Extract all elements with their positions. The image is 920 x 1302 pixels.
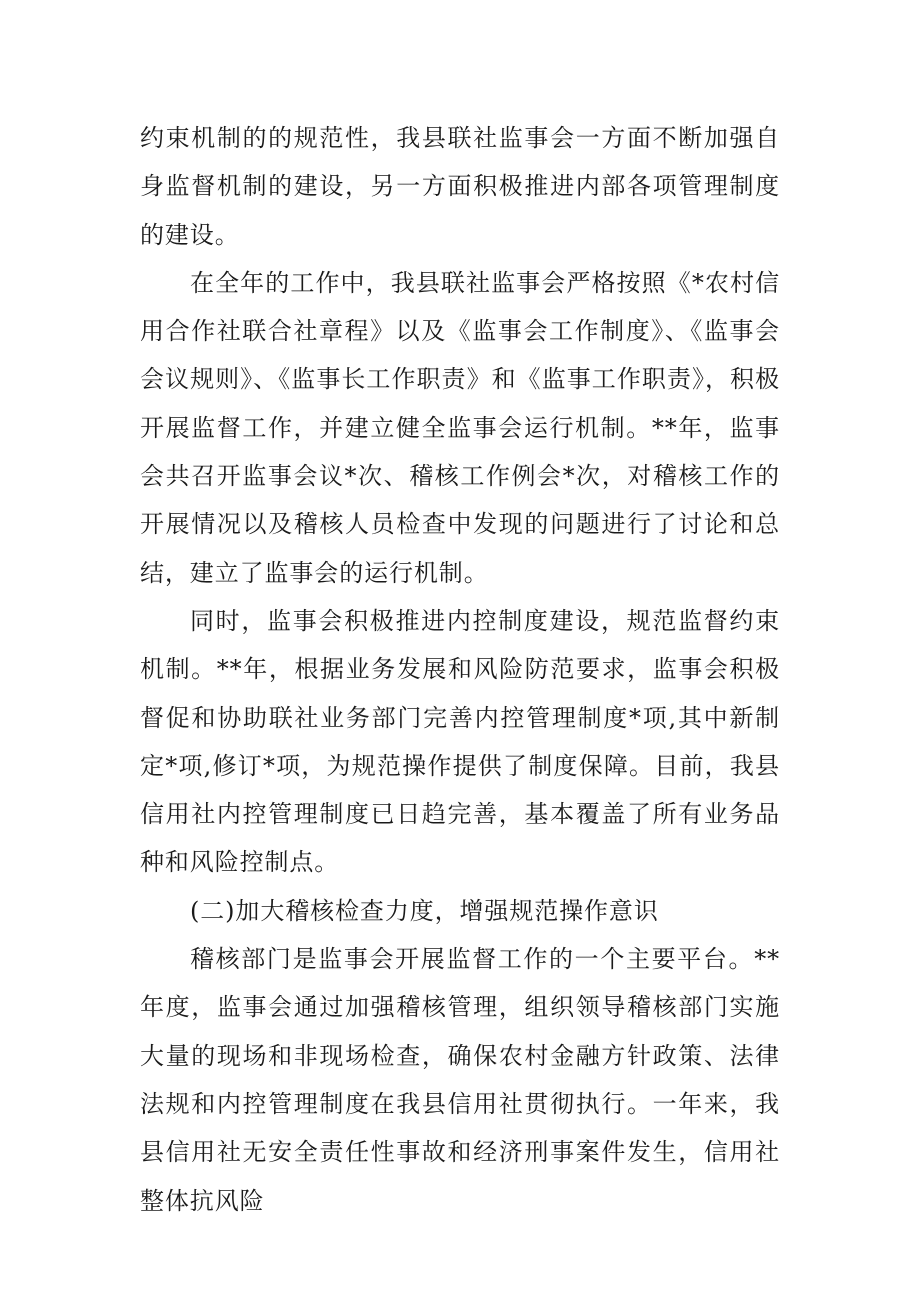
paragraph-continuation: 约束机制的的规范性，我县联社监事会一方面不断加强自身监督机制的建设，另一方面积极推进内部各项管理制度的建设。	[140, 124, 780, 249]
paragraph-work-overview: 在全年的工作中，我县联社监事会严格按照《*农村信用合作社联合社章程》以及《监事会工作制度》、《监事会会议规则》、《监事长工作职责》和《监事工作职责》，积极开展监督工作，并建立健全监事会运行机制。**年，监事会共召开监事会议*次、稽核工作例会*次，对稽核工作的开展情况以及稽核人员检查中发现的问题进行了讨论和总结，建立了监事会的运行机制。	[140, 268, 780, 587]
section-heading: (二)加大稽核检查力度，增强规范操作意识	[190, 896, 659, 925]
document-page	[140, 114, 780, 1225]
paragraph-audit: 稽核部门是监事会开展监督工作的一个主要平台。**年度，监事会通过加强稽核管理，组织领导稽核部门实施大量的现场和非现场检查，确保农村金融方针政策、法律法规和内控管理制度在我县信用社贯彻执行。一年来，我县信用社无安全责任性事故和经济刑事案件发生，信用社整体抗风险	[140, 945, 780, 1215]
paragraph-internal-control: 同时，监事会积极推进内控制度建设，规范监督约束机制。**年，根据业务发展和风险防范要求，监事会积极督促和协助联社业务部门完善内控管理制度*项,其中新制定*项,修订*项，为规范操作提供了制度保障。目前，我县信用社内控管理制度已日趋完善，基本覆盖了所有业务品种和风险控制点。	[140, 606, 780, 877]
